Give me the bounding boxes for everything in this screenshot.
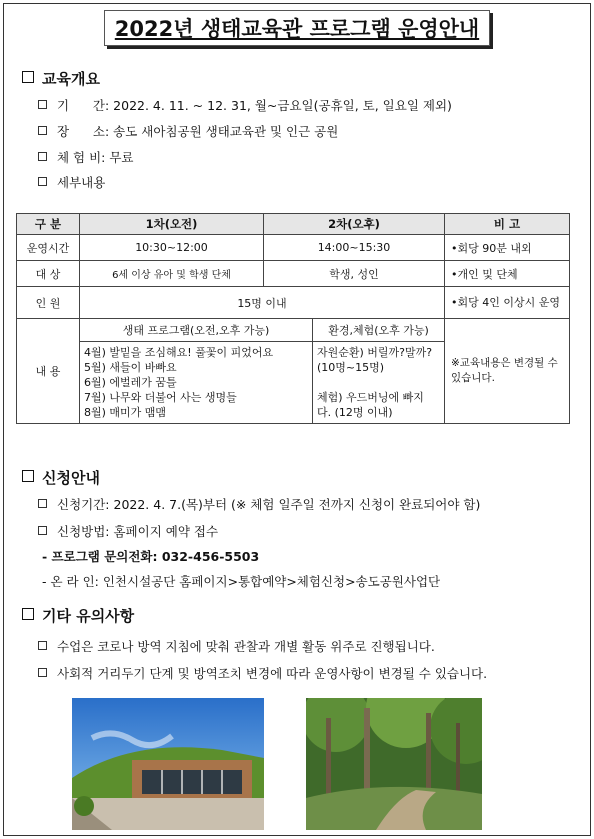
- cell-note: •회당 4인 이상시 운영: [445, 287, 570, 319]
- cell-am: 10:30~12:00: [80, 235, 264, 261]
- list-item: 6월) 에벌레가 꿈틀: [84, 375, 177, 389]
- section-overview-heading: [22, 68, 100, 89]
- list-item: 7월) 나무와 더불어 사는 생명들: [84, 390, 237, 404]
- table-header-row: [17, 214, 570, 235]
- apply-phone: - 프로그램 문의전화: 032-456-5503: [42, 549, 260, 564]
- list-item: [317, 375, 440, 390]
- table-row: [17, 287, 570, 319]
- overview-item-place: [38, 122, 338, 140]
- square-bullet-icon: [22, 71, 34, 83]
- bullet-icon: [38, 126, 47, 135]
- bullet-icon: [38, 177, 47, 186]
- apply-heading-text: 신청안내: [42, 469, 100, 487]
- header-am: 1차(오전): [80, 214, 264, 235]
- list-item: 8월) 매미가 맴맴: [84, 405, 167, 419]
- overview-item-period: [38, 96, 452, 114]
- bullet-icon: [38, 526, 47, 535]
- cell-content: [80, 319, 445, 424]
- cell-am: 6세 이상 유아 및 학생 단체: [80, 261, 264, 287]
- photo-building: [72, 698, 264, 830]
- overview-item-text: 체 험 비: 무료: [57, 150, 134, 165]
- header-pm: 2차(오후): [264, 214, 445, 235]
- cell-note: •회당 90분 내외: [445, 235, 570, 261]
- eco-list: [80, 341, 313, 423]
- table-row: [17, 235, 570, 261]
- cell-pm: 학생, 성인: [264, 261, 445, 287]
- table-row: [17, 319, 570, 424]
- header-category: 구 분: [17, 214, 80, 235]
- etc-heading-text: 기타 유의사항: [42, 607, 135, 625]
- content-inner-table: [80, 319, 444, 423]
- row-label: 내 용: [17, 319, 80, 424]
- list-item: 체험) 우드버닝에 빠지: [317, 390, 424, 404]
- apply-item-method: [38, 522, 218, 540]
- row-label: 인 원: [17, 287, 80, 319]
- apply-item-text: 신청방법: 홈페이지 예약 접수: [57, 524, 219, 539]
- cell-count: 15명 이내: [80, 287, 445, 319]
- overview-item-fee: [38, 148, 134, 166]
- etc-item-text: 사회적 거리두기 단계 및 방역조치 변경에 따라 운영사항이 변경될 수 있습니다.: [57, 666, 488, 681]
- section-etc-heading: [22, 605, 134, 626]
- cell-pm: 14:00~15:30: [264, 235, 445, 261]
- bullet-icon: [38, 152, 47, 161]
- apply-item-text: 신청기간: 2022. 4. 7.(목)부터 (※ 체험 일주일 전까지 신청이 완료되어야 함): [57, 497, 481, 512]
- cell-note: ※교육내용은 변경될 수 있습니다.: [445, 319, 570, 424]
- photo-forest-path: [306, 698, 482, 830]
- bullet-icon: [38, 641, 47, 650]
- overview-heading-text: 교육개요: [42, 70, 100, 88]
- row-label: 대 상: [17, 261, 80, 287]
- list-item: 4월) 발밑을 조심해요! 풀꽃이 피었어요: [84, 345, 274, 359]
- list-item: 다. (12명 이내): [317, 405, 393, 419]
- overview-item-details: [38, 173, 105, 191]
- eco-header: 생태 프로그램(오전,오후 가능): [80, 319, 313, 341]
- overview-item-text: 세부내용: [57, 175, 106, 190]
- table-row: [17, 261, 570, 287]
- list-item: (10명~15명): [317, 360, 385, 374]
- env-header: 환경,체험(오후 가능): [313, 319, 445, 341]
- bullet-icon: [38, 499, 47, 508]
- square-bullet-icon: [22, 470, 34, 482]
- program-table: [16, 213, 570, 424]
- square-bullet-icon: [22, 608, 34, 620]
- header-note: 비 고: [445, 214, 570, 235]
- etc-item-text: 수업은 코로나 방역 지침에 맞춰 관찰과 개별 활동 위주로 진행됩니다.: [57, 639, 435, 654]
- bullet-icon: [38, 668, 47, 677]
- row-label: 운영시간: [17, 235, 80, 261]
- list-item: 5월) 새들이 바빠요: [84, 360, 177, 374]
- apply-online: - 온 라 인: 인천시설공단 홈페이지>통합예약>체험신청>송도공원사업단: [42, 574, 441, 589]
- section-apply-heading: [22, 467, 100, 488]
- overview-item-text: 장 소: 송도 새아침공원 생태교육관 및 인근 공원: [57, 124, 339, 139]
- env-list: [313, 341, 445, 423]
- bullet-icon: [38, 100, 47, 109]
- etc-item-1: [38, 637, 435, 655]
- cell-note: •개인 및 단체: [445, 261, 570, 287]
- overview-item-text: 기 간: 2022. 4. 11. ~ 12. 31, 월~금요일(공휴일, 토, 일요일 제외): [57, 98, 452, 113]
- apply-item-period: [38, 495, 480, 513]
- list-item: 자원순환) 버릴까?말까?: [317, 345, 433, 359]
- page-title: 2022년 생태교육관 프로그램 운영안내: [104, 10, 490, 46]
- etc-item-2: [38, 664, 487, 682]
